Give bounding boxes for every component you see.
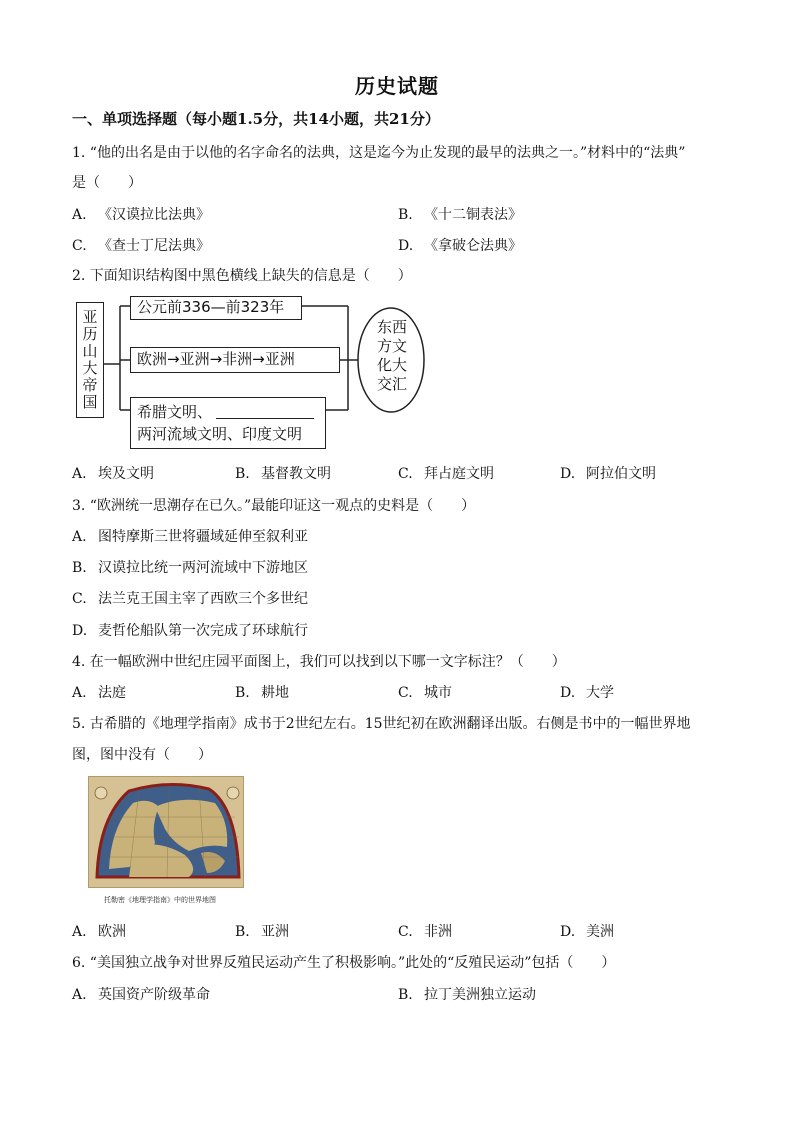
diagram-row3b-text: 两河流域文明、印度文明 xyxy=(137,425,303,443)
diagram-row2-box: 欧洲→亚洲→非洲→亚洲 xyxy=(130,347,340,373)
diagram-row3a-text: 希腊文明、 xyxy=(137,403,213,421)
q5-stem-line2: 图，图中没有（ ） xyxy=(72,747,212,763)
q6-option-b: B. 拉丁美洲独立运动 xyxy=(398,987,536,1003)
ptolemy-world-map-image xyxy=(88,776,244,888)
q4-option-d: D. 大学 xyxy=(560,685,614,701)
q5-option-a: A. 欧洲 xyxy=(72,924,126,940)
knowledge-structure-diagram xyxy=(72,294,442,454)
q3-stem: 3. “欧洲统一思潮存在已久。”最能印证这一观点的史料是（ ） xyxy=(72,498,476,514)
q2-option-d: D. 阿拉伯文明 xyxy=(560,466,656,482)
q1-option-c: C. 《查士丁尼法典》 xyxy=(72,238,210,254)
q4-option-c: C. 城市 xyxy=(398,685,452,701)
q1-option-a: A. 《汉谟拉比法典》 xyxy=(72,207,210,223)
q2-option-b: B. 基督教文明 xyxy=(235,466,331,482)
q4-option-a: A. 法庭 xyxy=(72,685,126,701)
diagram-row3-box xyxy=(130,397,326,449)
q3-option-c: C. 法兰克王国主宰了西欧三个多世纪 xyxy=(72,591,308,607)
diagram-row1-box: 公元前336—前323年 xyxy=(130,296,302,320)
q5-option-b: B. 亚洲 xyxy=(235,924,289,940)
q3-option-a: A. 图特摩斯三世将疆域延伸至叙利亚 xyxy=(72,529,308,545)
q1-option-b: B. 《十二铜表法》 xyxy=(398,207,522,223)
section-heading: 一、单项选择题（每小题1.5分，共14小题，共21分） xyxy=(72,110,440,128)
q3-option-b: B. 汉谟拉比统一两河流域中下游地区 xyxy=(72,560,308,576)
q5-stem-line1: 5. 古希腊的《地理学指南》成书于2世纪左右。15世纪初在欧洲翻译出版。右侧是书中的一幅世界地 xyxy=(72,716,691,732)
q2-stem: 2. 下面知识结构图中黑色横线上缺失的信息是（ ） xyxy=(72,268,412,284)
diagram-right-ellipse-text: 东西方文化大交汇 xyxy=(376,318,407,393)
q1-option-d: D. 《拿破仑法典》 xyxy=(398,238,522,254)
world-map-illustration xyxy=(89,777,244,888)
blank-line xyxy=(216,418,314,419)
q5-option-d: D. 美洲 xyxy=(560,924,614,940)
q1-stem-line2: 是（ ） xyxy=(72,175,142,191)
q3-option-d: D. 麦哲伦船队第一次完成了环球航行 xyxy=(72,623,308,639)
q4-option-b: B. 耕地 xyxy=(235,685,289,701)
map-caption: 托勒密《地理学指南》中的世界地图 xyxy=(104,896,216,904)
q6-option-a: A. 英国资产阶级革命 xyxy=(72,987,210,1003)
q2-option-c: C. 拜占庭文明 xyxy=(398,466,494,482)
q2-option-a: A. 埃及文明 xyxy=(72,466,154,482)
page-title: 历史试题 xyxy=(355,74,439,98)
q5-option-c: C. 非洲 xyxy=(398,924,452,940)
q6-stem: 6. “美国独立战争对世界反殖民运动产生了积极影响。”此处的“反殖民运动”包括（ ） xyxy=(72,955,616,971)
q4-stem: 4. 在一幅欧洲中世纪庄园平面图上，我们可以找到以下哪一文字标注？（ ） xyxy=(72,654,566,670)
diagram-left-box: 亚历山大帝国 xyxy=(76,302,104,418)
q1-stem-line1: 1. “他的出名是由于以他的名字命名的法典，这是迄今为止发现的最早的法典之一。”材料中的“法典” xyxy=(72,145,686,161)
